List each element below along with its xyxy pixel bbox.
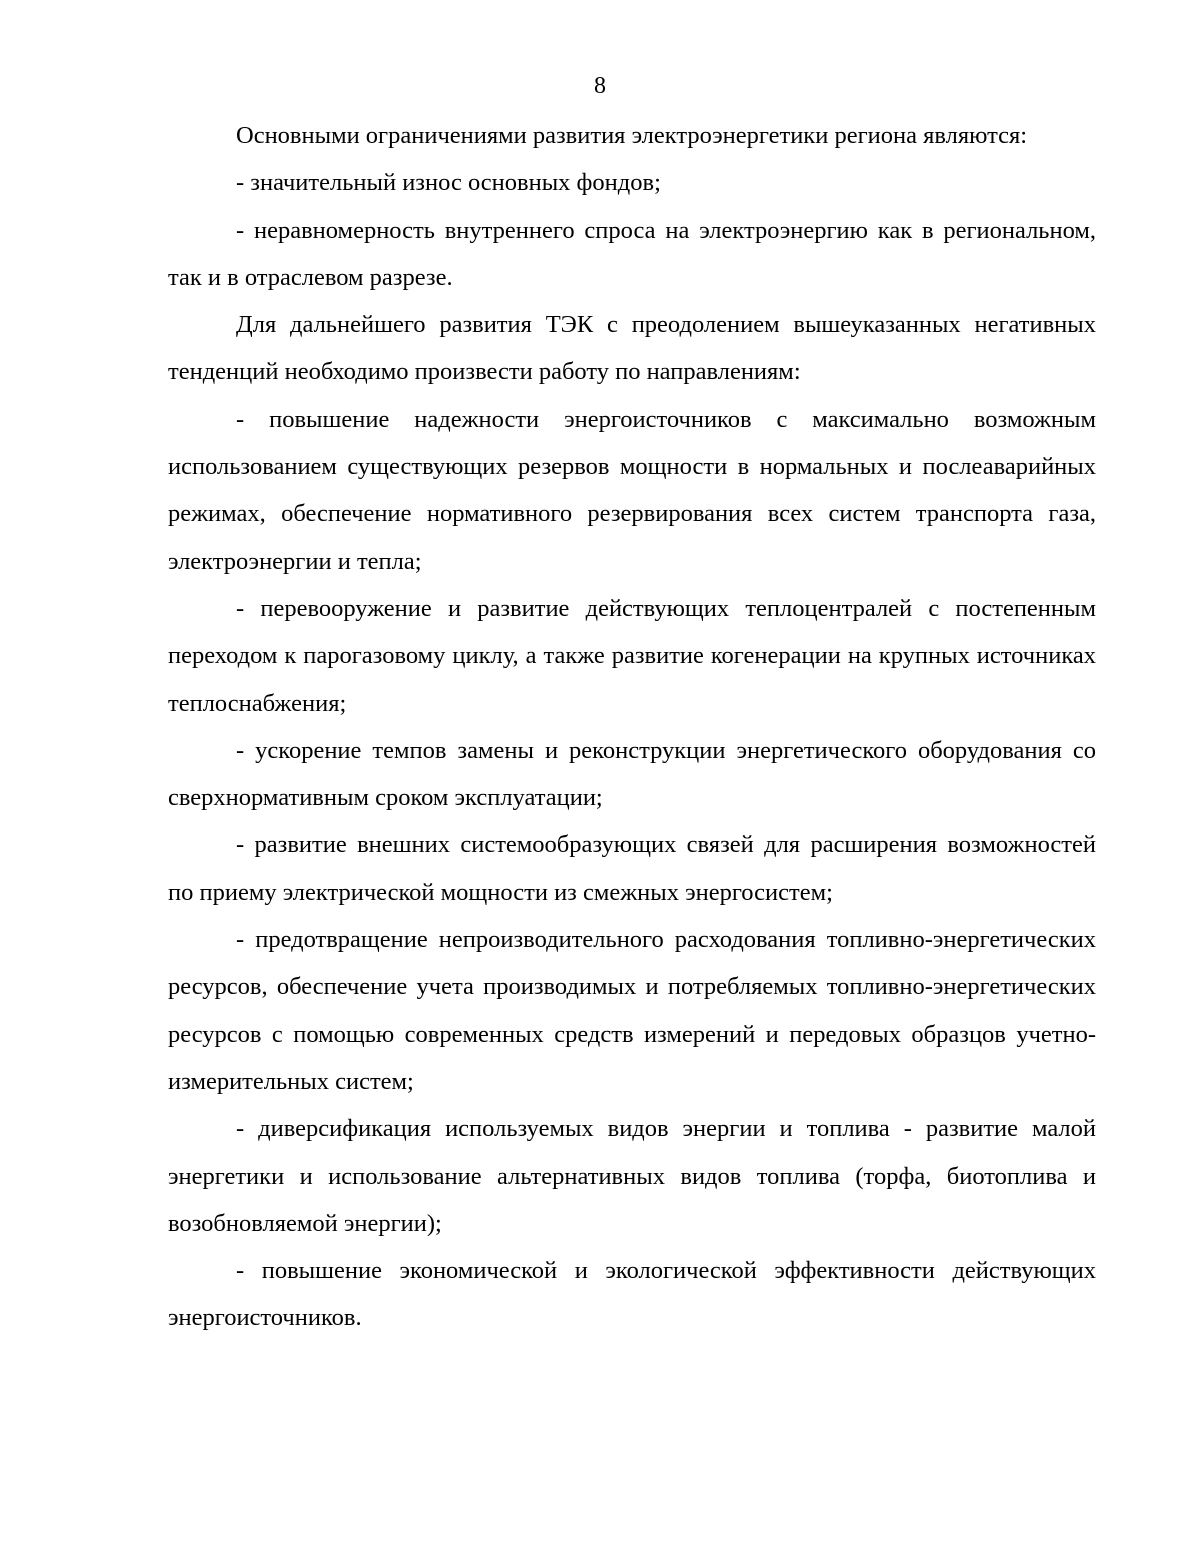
intro-paragraph: Основными ограничениями развития электроэнергетики региона являются: [236, 122, 1028, 149]
list-item: - ускорение темпов замены и реконструкции энергетического оборудования со сверхнормативным сроком эксплуатации; [168, 736, 1096, 812]
list-item: - повышение надежности энергоисточников с максимально возможным использованием существующих резервов мощности в нормальных и послеаварийных режимах, обеспечение нормативного резервирования всех систем транспорта газа, электроэнергии и тепла; [168, 405, 1096, 575]
list-item: - развитие внешних системообразующих связей для расширения возможностей по приему электрической мощности из смежных энергосистем; [168, 831, 1096, 906]
list-item: - предотвращение непроизводительного расходования топливно-энергетических ресурсов, обеспечение учета производимых и потребляемых топливно-энергетических ресурсов с помощью современных средств измерений и передовых образцов учетно-измерительных систем; [168, 926, 1096, 1095]
list-item: - значительный износ основных фондов; [236, 169, 661, 197]
directions-paragraph: Для дальнейшего развития ТЭК с преодолением вышеуказанных негативных тенденций необходимо произвести работу по направлениям: [168, 311, 1096, 386]
list-item: - диверсификация используемых видов энергии и топлива - развитие малой энергетики и использование альтернативных видов топлива (торфа, биотоплива и возобновляемой энергии); [168, 1115, 1096, 1237]
list-item: - неравномерность внутреннего спроса на электроэнергию как в региональном, так и в отраслевом разрезе. [168, 216, 1096, 291]
list-item: - повышение экономической и экологической эффективности действующих энергоисточников. [168, 1257, 1096, 1332]
list-item: - перевооружение и развитие действующих теплоцентралей с постепенным переходом к парогазовому циклу, а также развитие когенерации на крупных источниках теплоснабжения; [168, 594, 1096, 717]
document-body [168, 112, 1096, 1342]
page-number: 8 [594, 73, 606, 99]
